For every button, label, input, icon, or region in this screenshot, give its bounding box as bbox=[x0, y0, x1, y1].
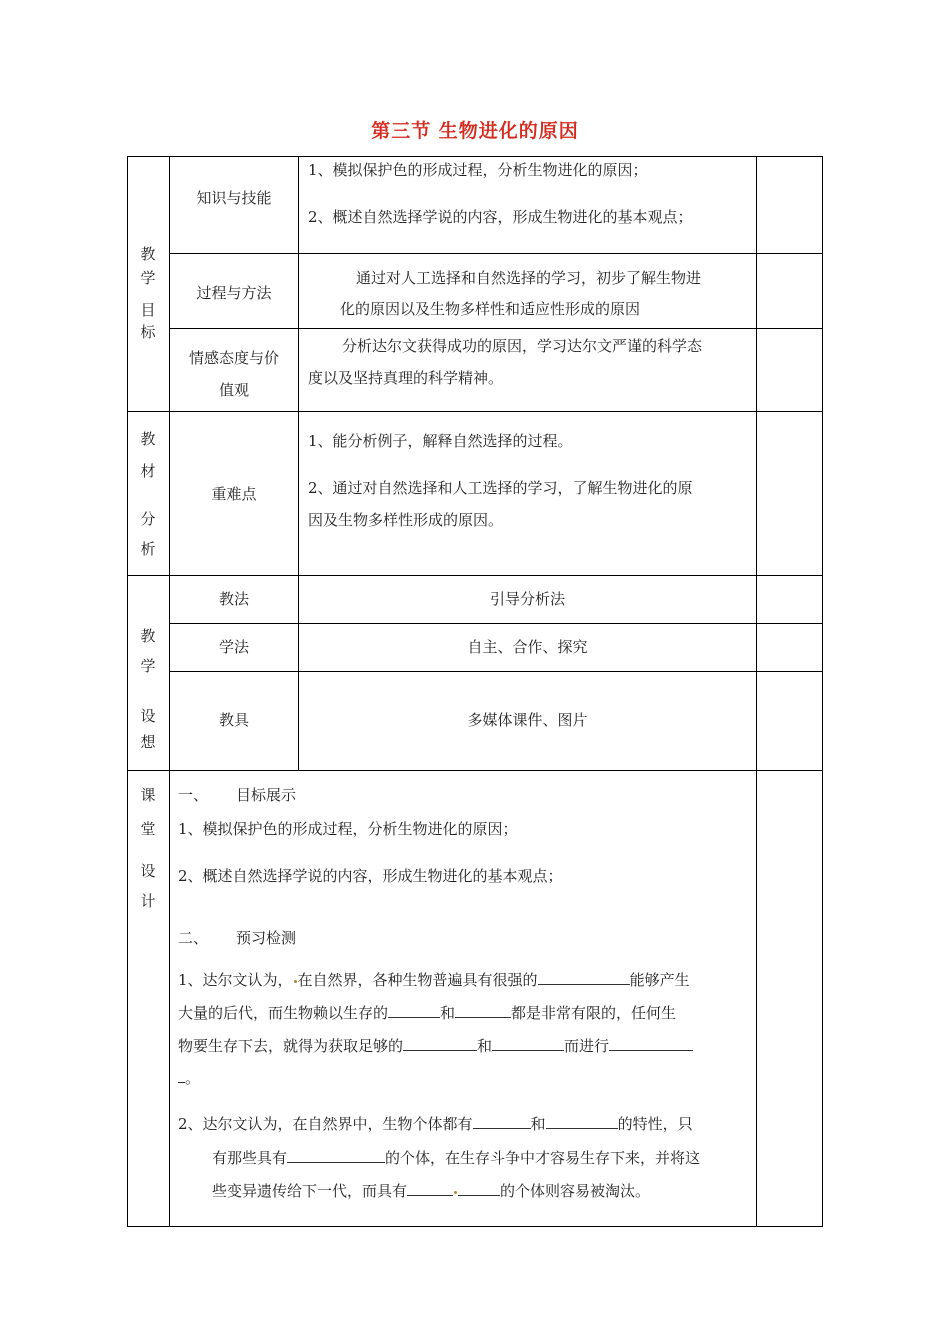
question-2-line-3: 些变异遗传给下一代，而具有 的个体则容易被淘汰。 bbox=[212, 1182, 651, 1200]
emotion-label-line-2: 值观 bbox=[218, 381, 249, 399]
question-1-line-1: 1、达尔文认为， 在自然界，各种生物普遍具有很强的 能够产生 bbox=[178, 971, 690, 989]
dot-mark bbox=[294, 980, 297, 983]
page-title: 第三节 生物进化的原因 bbox=[371, 120, 579, 142]
knowledge-item-2: 2、概述自然选择学说的内容，形成生物进化的基本观点； bbox=[308, 208, 693, 226]
fill-blank[interactable] bbox=[287, 1148, 385, 1163]
classroom-row-header: 课 堂 设 计 bbox=[140, 786, 156, 910]
question-2-line-1: 2、达尔文认为，在自然界中，生物个体都有 和 的特性，只 bbox=[178, 1115, 693, 1133]
goal-1: 1、模拟保护色的形成过程，分析生物进化的原因； bbox=[178, 820, 518, 838]
key-point-2-line-2: 因及生物多样性形成的原因。 bbox=[308, 511, 504, 529]
teaching-tools-label: 教具 bbox=[218, 711, 249, 729]
section-1-number: 一、 bbox=[178, 786, 209, 804]
dot-mark bbox=[454, 1191, 457, 1194]
process-line-1: 通过对人工选择和自然选择的学习，初步了解生物进 bbox=[356, 269, 702, 287]
process-label: 过程与方法 bbox=[196, 284, 272, 302]
teaching-method-label: 教法 bbox=[218, 590, 249, 608]
fill-blank[interactable] bbox=[492, 1036, 564, 1051]
fill-blank[interactable] bbox=[546, 1114, 618, 1129]
fill-blank[interactable] bbox=[473, 1114, 531, 1129]
question-1-line-2: 大量的后代，而生物赖以生存的 和 都是非常有限的，任何生 bbox=[178, 1004, 677, 1022]
question-1-line-4: 。 bbox=[178, 1068, 200, 1088]
emotion-label-line-1: 情感态度与价 bbox=[188, 349, 279, 367]
fill-blank[interactable] bbox=[455, 1003, 511, 1018]
key-points-label: 重难点 bbox=[211, 485, 257, 503]
design-row-header: 教 学 设 想 bbox=[140, 627, 156, 751]
study-method-label: 学法 bbox=[218, 638, 249, 656]
fill-blank[interactable] bbox=[609, 1036, 693, 1051]
fill-blank[interactable] bbox=[407, 1181, 453, 1196]
question-1-line-3: 物要生存下去，就得为获取足够的 和 而进行 bbox=[178, 1036, 693, 1056]
emotion-line-2: 度以及坚持真理的科学精神。 bbox=[308, 369, 504, 387]
teaching-method-value: 引导分析法 bbox=[489, 590, 565, 608]
fill-blank[interactable] bbox=[538, 970, 630, 985]
goal-2: 2、概述自然选择学说的内容，形成生物进化的基本观点； bbox=[178, 867, 563, 885]
objectives-row-header: 教 学 目 标 bbox=[140, 245, 156, 341]
emotion-line-1: 分析达尔文获得成功的原因，学习达尔文严谨的科学态 bbox=[342, 337, 703, 355]
analysis-row-header: 教 材 分 析 bbox=[140, 430, 156, 558]
study-method-value: 自主、合作、探究 bbox=[467, 638, 588, 656]
section-2-number: 二、 bbox=[178, 929, 209, 947]
fill-blank[interactable] bbox=[388, 1003, 440, 1018]
process-line-2: 化的原因以及生物多样性和适应性形成的原因 bbox=[340, 300, 641, 318]
fill-blank[interactable] bbox=[178, 1068, 185, 1083]
fill-blank[interactable] bbox=[458, 1181, 500, 1196]
key-point-2-line-1: 2、通过对自然选择和人工选择的学习，了解生物进化的原 bbox=[308, 479, 693, 497]
section-2-title: 预习检测 bbox=[236, 929, 297, 947]
teaching-tools-value: 多媒体课件、图片 bbox=[467, 711, 588, 729]
section-1-title: 目标展示 bbox=[236, 786, 297, 804]
knowledge-item-1: 1、模拟保护色的形成过程，分析生物进化的原因； bbox=[308, 161, 648, 179]
fill-blank[interactable] bbox=[403, 1036, 477, 1051]
key-point-1: 1、能分析例子，解释自然选择的过程。 bbox=[308, 432, 573, 450]
knowledge-label: 知识与技能 bbox=[196, 189, 272, 207]
question-2-line-2: 有那些具有 的个体，在生存斗争中才容易生存下来，并将这 bbox=[212, 1149, 701, 1167]
